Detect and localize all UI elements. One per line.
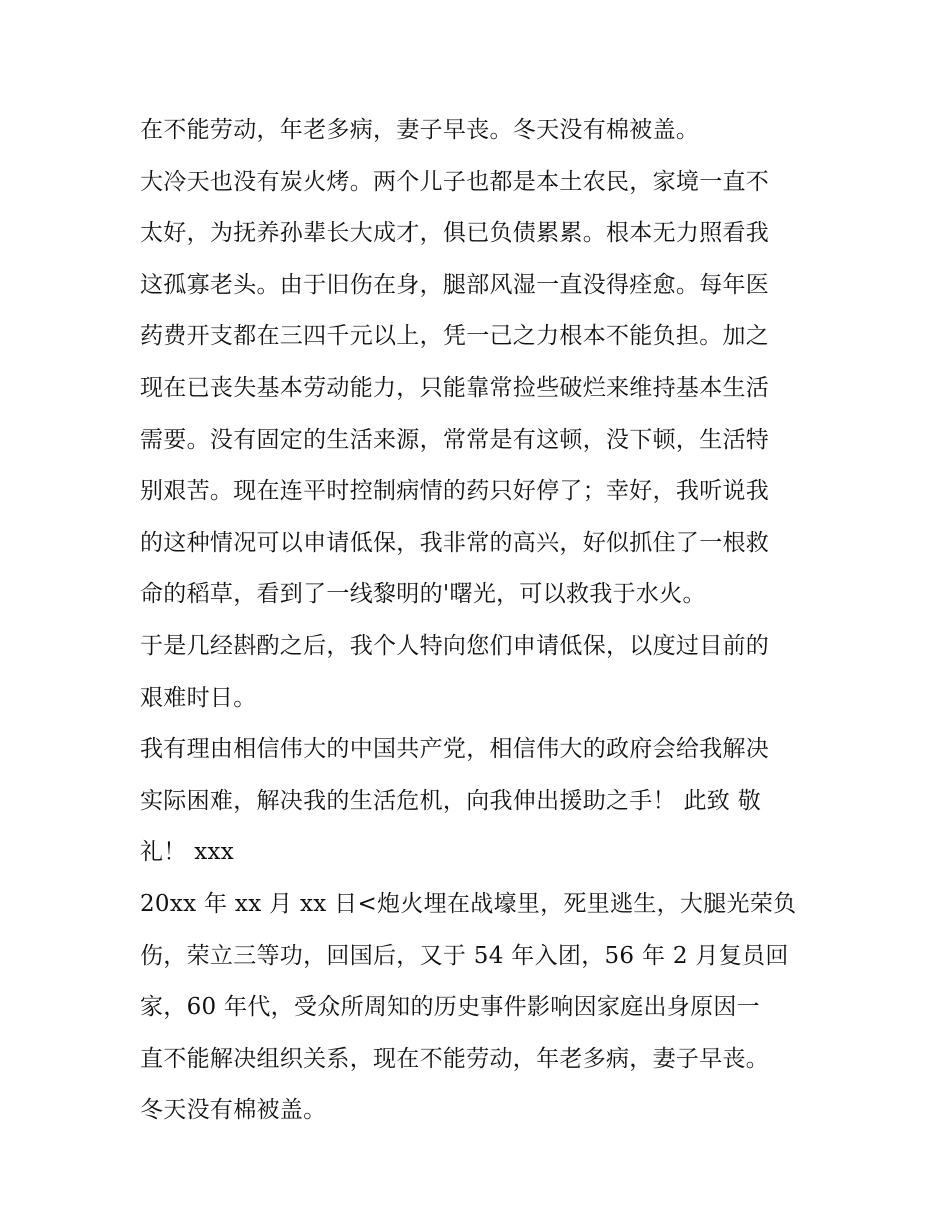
text-line: 直不能解决组织关系，现在不能劳动，年老多病，妻子早丧。 [140, 1045, 770, 1072]
text-line: 这孤寡老头。由于旧伤在身，腿部风湿一直没得痊愈。每年医 [140, 271, 770, 298]
text-line: 现在已丧失基本劳动能力，只能靠常捡些破烂来维持基本生活 [140, 374, 770, 401]
text-line: 的这种情况可以申请低保，我非常的高兴，好似抓住了一根救 [140, 529, 770, 556]
text-line: 命的稻草，看到了一线黎明的'曙光，可以救我于水火。 [140, 581, 706, 608]
text-line: 于是几经斟酌之后，我个人特向您们申请低保，以度过目前的 [140, 632, 770, 659]
text-line: 我有理由相信伟大的中国共产党，相信伟大的政府会给我解决 [140, 736, 770, 763]
text-line: 需要。没有固定的生活来源，常常是有这顿，没下顿，生活特 [140, 426, 770, 453]
text-line: 冬天没有棉被盖。 [140, 1097, 327, 1124]
document-body [140, 105, 820, 1137]
text-line: 礼！ xxx [140, 839, 235, 866]
text-line: 实际困难，解决我的生活危机，向我伸出援助之手！ 此致 敬 [140, 787, 762, 814]
text-line: 伤，荣立三等功，回国后，又于 54 年入团，56 年 2 月复员回 [140, 942, 789, 969]
text-line: 药费开支都在三四千元以上，凭一己之力根本不能负担。加之 [140, 323, 770, 350]
text-line: 家，60 年代，受众所周知的历史事件影响因家庭出身原因一 [140, 994, 760, 1021]
text-line: 艰难时日。 [140, 684, 257, 711]
text-line: 大冷天也没有炭火烤。两个儿子也都是本土农民，家境一直不 [140, 168, 770, 195]
text-line: 在不能劳动，年老多病，妻子早丧。冬天没有棉被盖。 [140, 117, 700, 143]
text-line: 20xx 年 xx 月 xx 日<炮火埋在战壕里，死里逃生，大腿光荣负 [140, 890, 797, 917]
text-line: 别艰苦。现在连平时控制病情的药只好停了；幸好，我听说我 [140, 478, 770, 505]
text-line: 太好，为抚养孙辈长大成才，俱已负债累累。根本无力照看我 [140, 220, 770, 247]
